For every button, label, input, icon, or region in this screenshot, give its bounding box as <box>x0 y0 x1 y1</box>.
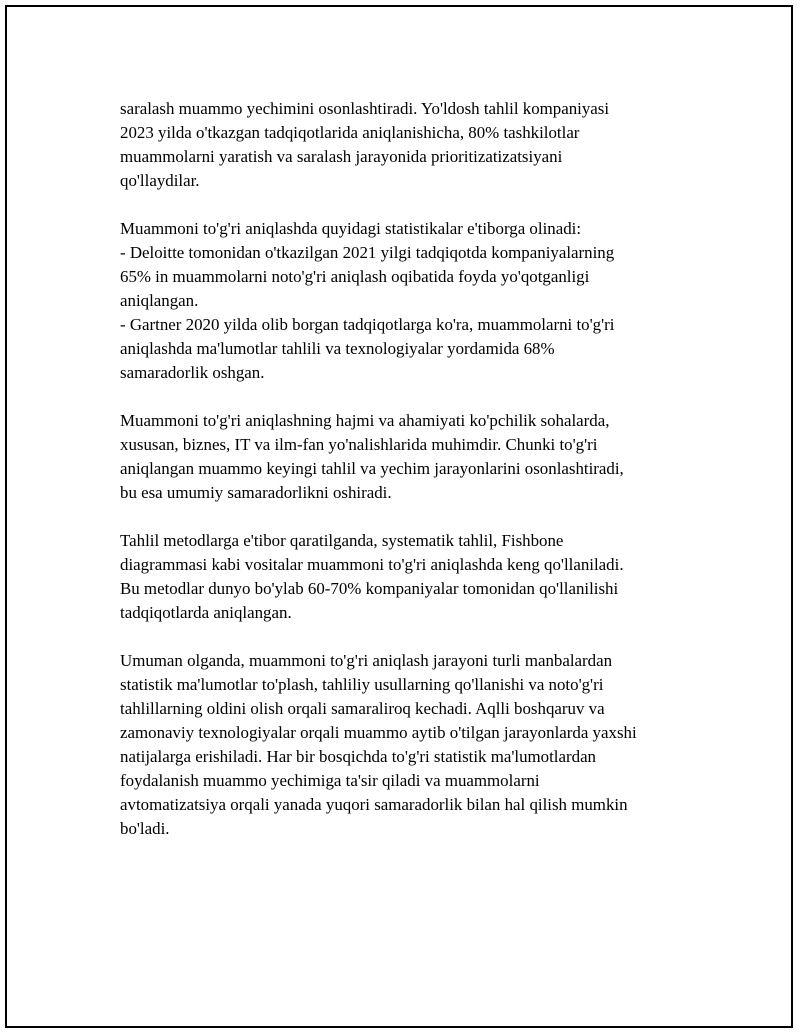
paragraph-3: Muammoni to'g'ri aniqlashning hajmi va ahamiyati ko'pchilik sohalarda, xususan, biznes, IT va ilm-fan yo'nalishlarida muhimdir. Chunki to'g'ri aniqlangan muammo keyingi tahlil va yechim jarayonlarini osonlashtiradi, bu esa umumiy samaradorlikni oshiradi. <box>120 411 624 502</box>
document-page <box>5 5 793 1028</box>
paragraph-1: saralash muammo yechimini osonlashtiradi. Yo'ldosh tahlil kompaniyasi 2023 yilda o'tkazgan tadqiqotlarida aniqlanishicha, 80% tashkilotlar muammolarni yaratish va saralash jarayonida prioritizatizatsiyani qo'llaydilar. <box>120 99 610 190</box>
paragraph-2: Muammoni to'g'ri aniqlashda quyidagi statistikalar e'tiborga olinadi: - Deloitte tomonidan o'tkazilgan 2021 yilgi tadqiqotda kompaniyalarning 65% in muammolarni noto'g'ri aniqlash oqibatida foyda yo'qotganligi aniqlangan. - Gartner 2020 yilda olib borgan tadqiqotlarga ko'ra, muammolarni to'g'ri aniqlashda ma'lumotlar tahlili va texnologiyalar yordamida 68% samaradorlik oshgan. <box>120 219 615 382</box>
paragraph-4: Tahlil metodlarga e'tibor qaratilganda, systematik tahlil, Fishbone diagrammasi kabi vositalar muammoni to'g'ri aniqlashda keng qo'llaniladi. Bu metodlar dunyo bo'ylab 60-70% kompaniyalar tomonidan qo'llanilishi tadqiqotlarda aniqlangan. <box>120 531 624 622</box>
paragraph-5: Umuman olganda, muammoni to'g'ri aniqlash jarayoni turli manbalardan statistik ma'lumotlar to'plash, tahliliy usullarning qo'llanishi va noto'g'ri tahlillarning oldini olish orqali samaraliroq kechadi. Aqlli boshqaruv va zamonaviy texnologiyalar orqali muammo aytib o'tilgan jarayonlarda yaxshi natijalarga erishiladi. Har bir bosqichda to'g'ri statistik ma'lumotlardan foydalanish muammo yechimiga ta'sir qiladi va muammolarni avtomatizatsiya orqali yanada yuqori samaradorlik bilan hal qilish mumkin bo'ladi. <box>120 651 637 838</box>
document-body <box>120 97 720 865</box>
